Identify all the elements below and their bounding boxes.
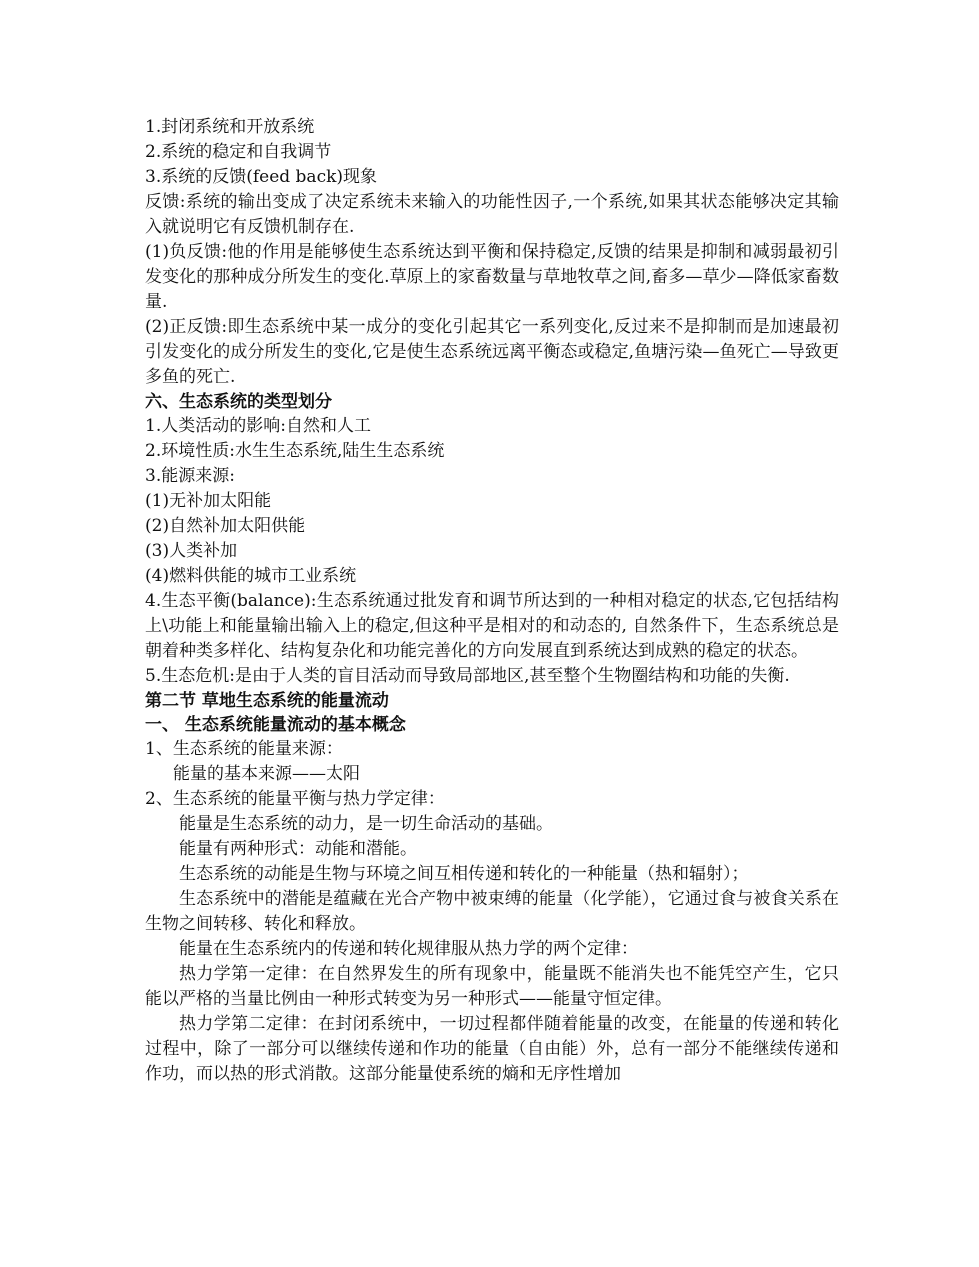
type-item-fuel-urban: (4)燃料供能的城市工业系统: [145, 566, 357, 586]
paragraph-thermodynamics-intro: 能量在生态系统内的传递和转化规律服从热力学的两个定律：: [179, 939, 638, 959]
type-item-environment: 2.环境性质:水生生态系统,陆生生态系统: [145, 441, 445, 461]
ecological-crisis: 5.生态危机:是由于人类的盲目活动而导致局部地区,甚至整个生物圈结构和功能的失衡.: [145, 666, 790, 686]
type-item-human-added: (3)人类补加: [145, 541, 238, 561]
paragraph-second-law: 热力学第二定律：在封闭系统中，一切过程都伴随着能量的改变，在能量的传递和转化过程中，除了一部分可以继续传递和作功的能量（自由能）外，总有一部分不能继续传递和作功，而以热的形式消散。这部分能量使系统的熵和无序性增加: [145, 1014, 839, 1084]
ecological-balance: 4.生态平衡(balance):生态系统通过批发育和调节所达到的一种相对稳定的状态,它包括结构上\功能上和能量输出输入上的稳定,但这种平是相对的和动态的, 自然条件下，生态系统总是朝着种类多样化、结构复杂化和功能完善化的方向发展直到系统达到成熟的稳定的状态。: [145, 591, 839, 661]
item-closed-open-system: 1.封闭系统和开放系统: [145, 117, 315, 137]
positive-feedback: (2)正反馈:即生态系统中某一成分的变化引起其它一系列变化,反过来不是抑制而是加速最初引发变化的成分所发生的变化,它是使生态系统远离平衡态或稳定,鱼塘污染—鱼死亡—导致更多鱼的死亡.: [145, 317, 839, 387]
paragraph-first-law: 热力学第一定律：在自然界发生的所有现象中，能量既不能消失也不能凭空产生，它只能以严格的当量比例由一种形式转变为另一种形式——能量守恒定律。: [145, 964, 839, 1009]
paragraph-potential-energy: 生态系统中的潜能是蕴藏在光合产物中被束缚的能量（化学能），它通过食与被食关系在生物之间转移、转化和释放。: [145, 889, 839, 934]
heading-ecosystem-types: 六、生态系统的类型划分: [145, 392, 332, 412]
type-item-solar: (1)无补加太阳能: [145, 491, 272, 511]
type-item-energy-source: 3.能源来源:: [145, 466, 235, 486]
negative-feedback: (1)负反馈:他的作用是能够使生态系统达到平衡和保持稳定,反馈的结果是抑制和减弱最初引发变化的那种成分所发生的变化.草原上的家畜数量与草地牧草之间,畜多—草少—降低家畜数量.: [145, 242, 839, 312]
item-stability-regulation: 2.系统的稳定和自我调节: [145, 142, 332, 162]
paragraph-energy-power: 能量是生态系统的动力，是一切生命活动的基础。: [179, 814, 553, 834]
type-item-human-activity: 1.人类活动的影响:自然和人工: [145, 416, 371, 436]
energy-source-detail: 能量的基本来源——太阳: [173, 764, 360, 784]
type-item-natural-solar: (2)自然补加太阳供能: [145, 516, 306, 536]
paragraph-kinetic-energy: 生态系统的动能是生物与环境之间互相传递和转化的一种能量（热和辐射）；: [179, 864, 749, 884]
document-page: [145, 115, 839, 1087]
paragraph-energy-forms: 能量有两种形式：动能和潜能。: [179, 839, 417, 859]
sub-heading-basic-concepts: 一、 生态系统能量流动的基本概念: [145, 715, 406, 735]
item-feedback: 3.系统的反馈(feed back)现象: [145, 167, 378, 187]
energy-balance-heading: 2、生态系统的能量平衡与热力学定律：: [145, 789, 445, 809]
feedback-definition: 反馈:系统的输出变成了决定系统未来输入的功能性因子,一个系统,如果其状态能够决定其输入就说明它有反馈机制存在.: [145, 192, 839, 237]
section-title: 第二节 草地生态系统的能量流动: [145, 691, 389, 711]
energy-source-heading: 1、生态系统的能量来源：: [145, 739, 343, 759]
